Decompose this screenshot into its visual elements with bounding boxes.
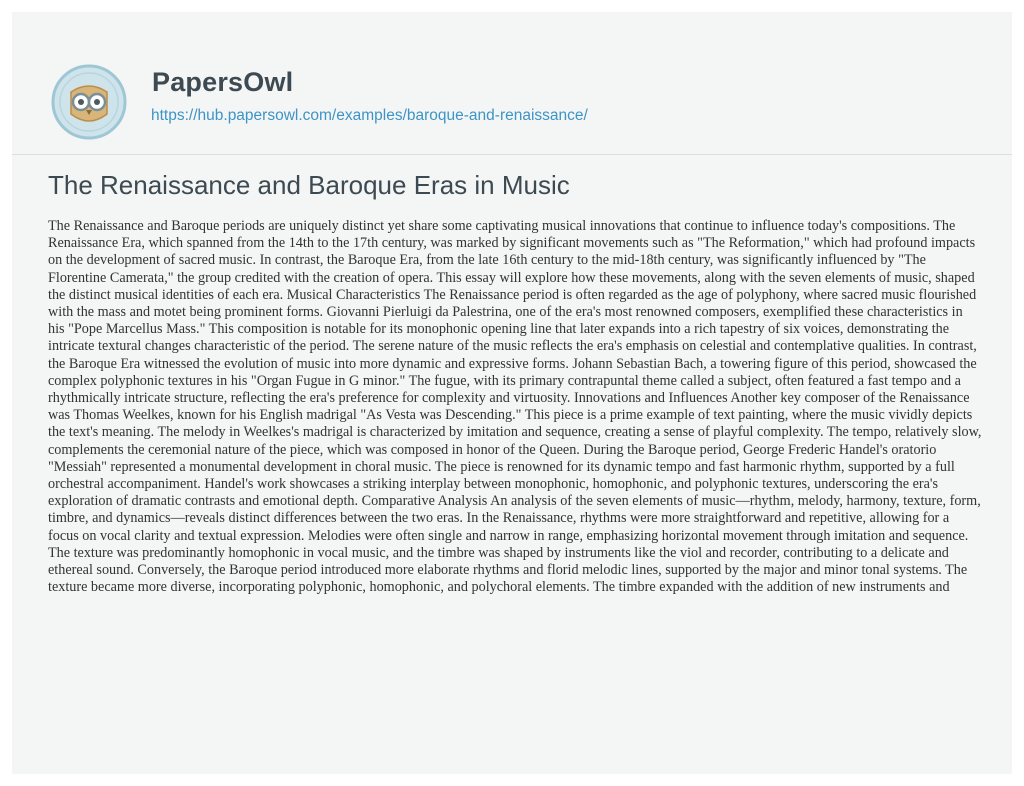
- header: [12, 12, 1012, 154]
- header-divider: [12, 154, 1012, 155]
- document-card: [12, 12, 1012, 774]
- page-title: The Renaissance and Baroque Eras in Music: [48, 170, 570, 200]
- owl-logo-icon: [49, 62, 129, 142]
- essay-body: The Renaissance and Baroque periods are uniquely distinct yet share some captivating musical innovations that continue to influence today's compositions. The Renaissance Era, which spanned from the 14th to the 17th century, was marked by significant movements such as "The Reformation," which had profound impacts on the development of sacred music. In contrast, the Baroque Era, from the late 16th century to the mid-18th century, was significantly influenced by "The Florentine Camerata," the group credited with the creation of opera. This essay will explore how these movements, along with the seven elements of music, shaped the distinct musical identities of each era. Musical Characteristics The Renaissance period is often regarded as the age of polyphony, where sacred music flourished with the mass and motet being prominent forms. Giovanni Pierluigi da Palestrina, one of the era's most renowned composers, exemplified these characteristics in his "Pope Marcellus Mass." This composition is notable for its monophonic opening line that later expands into a rich tapestry of six voices, demonstrating the intricate textural changes characteristic of the period. The serene nature of the music reflects the era's emphasis on celestial and contemplative qualities. In contrast, the Baroque Era witnessed the evolution of music into more dynamic and expressive forms. Johann Sebastian Bach, a towering figure of this period, showcased the complex polyphonic textures in his "Organ Fugue in G minor." The fugue, with its primary contrapuntal theme called a subject, often featured a fast tempo and a rhythmically intricate structure, reflecting the era's preference for complexity and virtuosity. Innovations and Influences Another key composer of the Renaissance was Thomas Weelkes, known for his English madrigal "As Vesta was Descending." This piece is a prime example of text painting, where the music vividly depicts the text's meaning. The melody in Weelkes's madrigal is characterized by imitation and sequence, creating a sense of playful complexity. The tempo, relatively slow, complements the ceremonial nature of the piece, which was composed in honor of the Queen. During the Baroque period, George Frederic Handel's oratorio "Messiah" represented a monumental development in choral music. The piece is renowned for its dynamic tempo and fast harmonic rhythm, supported by a full orchestral accompaniment. Handel's work showcases a striking interplay between monophonic, homophonic, and polyphonic textures, underscoring the era's exploration of dramatic contrasts and emotional depth. Comparative Analysis An analysis of the seven elements of music—rhythm, melody, harmony, texture, form, timbre, and dynamics—reveals distinct differences between the two eras. In the Renaissance, rhythms were more straightforward and repetitive, allowing for a focus on vocal clarity and textual expression. Melodies were often single and narrow in range, emphasizing horizontal movement through imitation and sequence. The texture was predominantly homophonic in vocal music, and the timbre was shaped by instruments like the viol and recorder, contributing to a delicate and ethereal sound. Conversely, the Baroque period introduced more elaborate rhythms and florid melodic lines, supported by the major and minor tonal systems. The texture became more diverse, incorporating polyphonic, homophonic, and polychoral elements. The timbre expanded with the addition of new instruments and: [48, 218, 982, 596]
- source-url-link[interactable]: https://hub.papersowl.com/examples/baroque-and-renaissance/: [151, 107, 588, 124]
- brand-name: PapersOwl: [152, 67, 294, 97]
